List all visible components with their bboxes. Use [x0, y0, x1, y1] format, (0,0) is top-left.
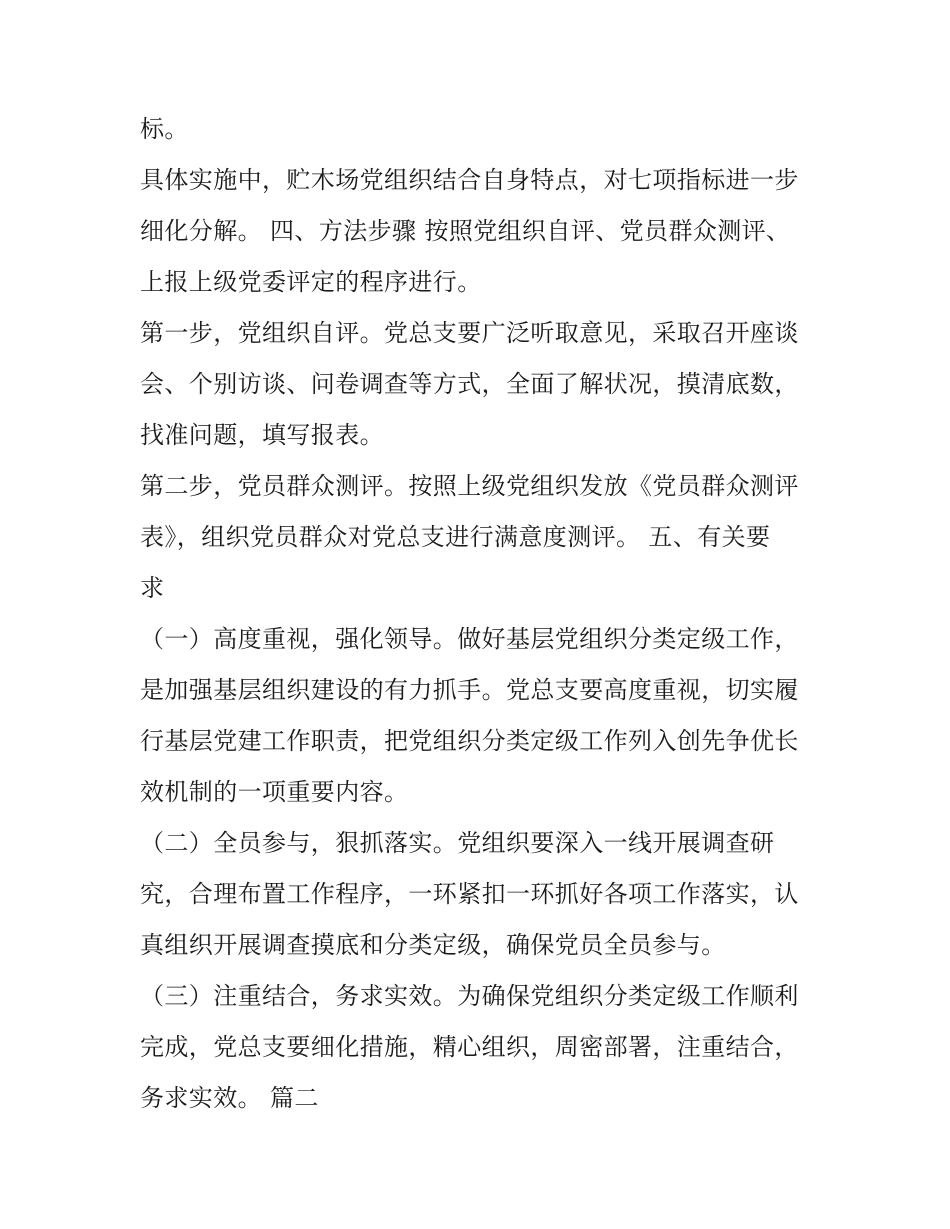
- text-line: 求: [140, 574, 165, 602]
- text-line: 具体实施中，贮木场党组织结合自身特点，对七项指标进一步: [140, 166, 799, 194]
- text-line: 找准问题，填写报表。: [140, 421, 384, 449]
- text-line: 表》，组织党员群众对党总支进行满意度测评。 五、有关要: [140, 523, 771, 551]
- text-line: 真组织开展调查摸底和分类定级，确保党员全员参与。: [140, 931, 726, 959]
- text-line: 上报上级党委评定的程序进行。: [140, 268, 482, 296]
- text-line: 行基层党建工作职责，把党组织分类定级工作列入创先争优长: [140, 727, 799, 755]
- document-body: [140, 108, 830, 1128]
- text-line: 第一步，党组织自评。党总支要广泛听取意见，采取召开座谈: [140, 319, 799, 347]
- text-line: 效机制的一项重要内容。: [140, 778, 409, 806]
- text-line: 究，合理布置工作程序，一环紧扣一环抓好各项工作落实，认: [140, 880, 799, 908]
- text-line: 第二步，党员群众测评。按照上级党组织发放《党员群众测评: [140, 472, 799, 500]
- text-line: 完成，党总支要细化措施，精心组织，周密部署，注重结合，: [140, 1033, 799, 1061]
- text-line: 会、个别访谈、问卷调查等方式，全面了解状况，摸清底数，: [140, 370, 799, 398]
- text-line: （二）全员参与，狠抓落实。党组织要深入一线开展调查研: [140, 829, 775, 857]
- text-line: 细化分解。 四、方法步骤 按照党组织自评、党员群众测评、: [140, 217, 791, 245]
- text-line: 是加强基层组织建设的有力抓手。党总支要高度重视，切实履: [140, 676, 799, 704]
- text-line: （三）注重结合，务求实效。为确保党组织分类定级工作顺利: [140, 982, 799, 1010]
- text-line: 务求实效。 篇二: [140, 1084, 319, 1112]
- text-line: （一）高度重视，强化领导。做好基层党组织分类定级工作，: [140, 625, 799, 653]
- text-line: 标。: [140, 115, 189, 143]
